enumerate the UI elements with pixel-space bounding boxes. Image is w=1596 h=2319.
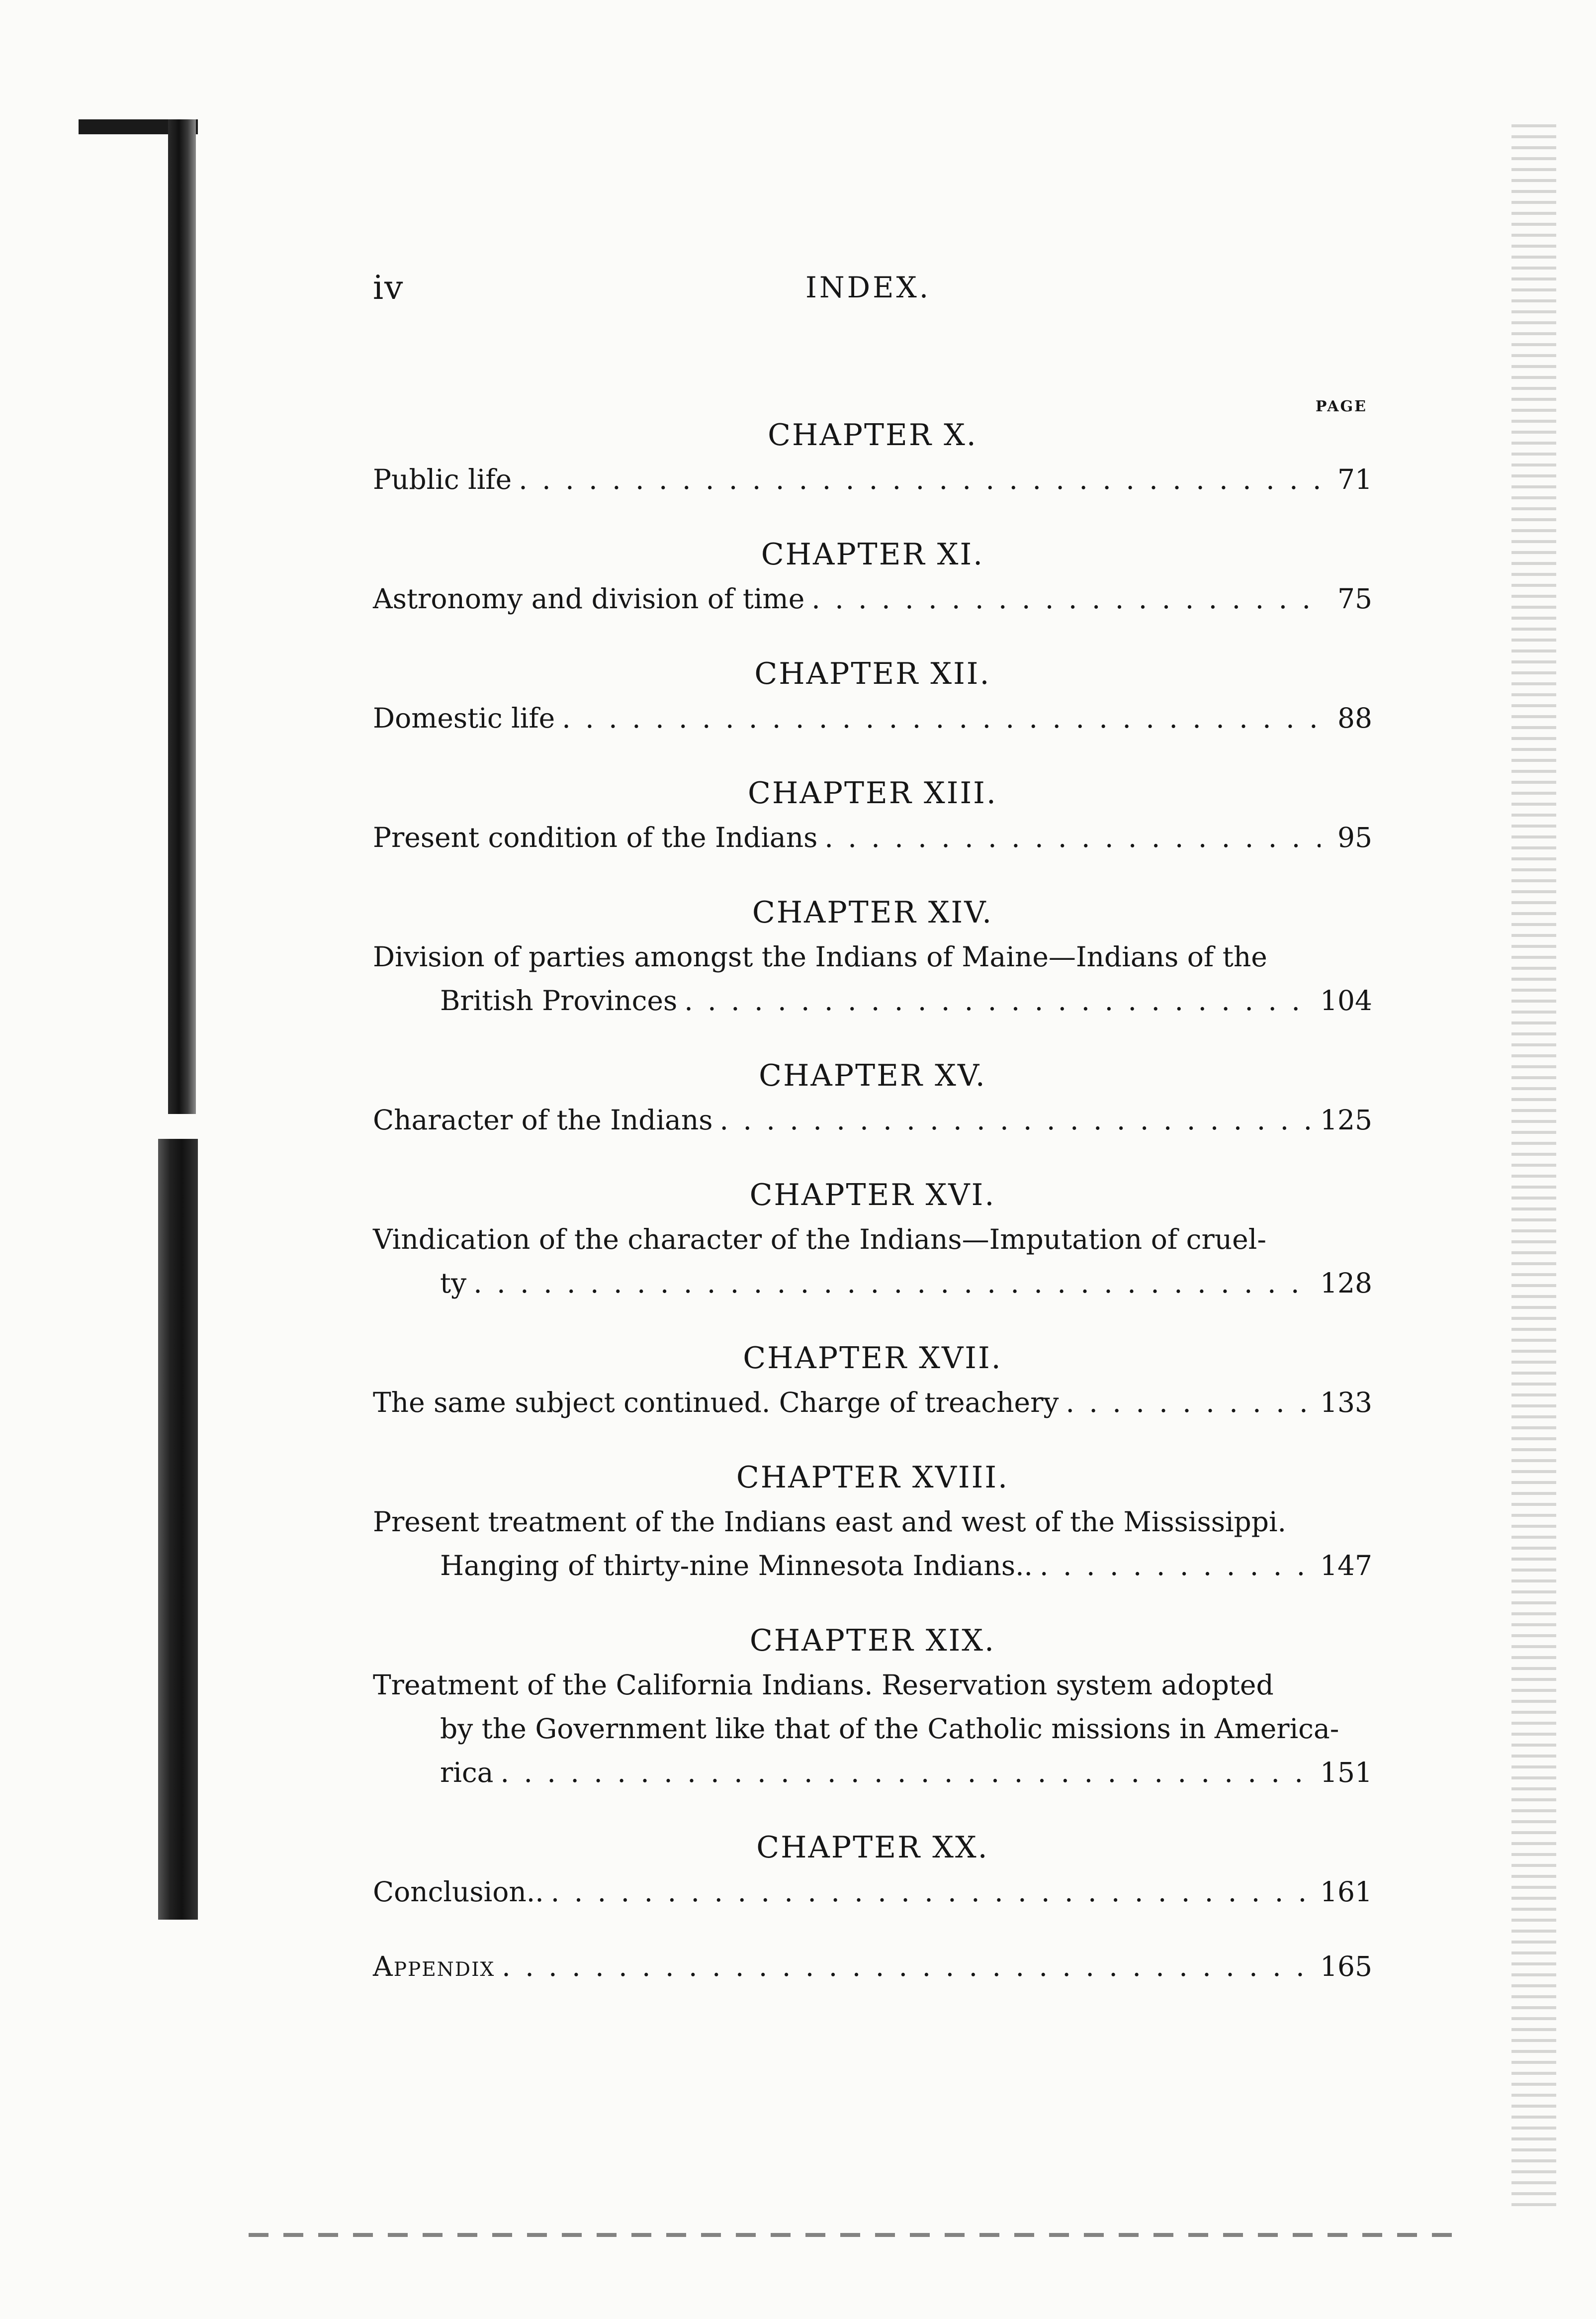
page-number: 161 <box>1320 1876 1372 1908</box>
dot-leader <box>720 1098 1314 1142</box>
chapter-heading: CHAPTER XV. <box>759 1058 986 1093</box>
running-head <box>373 269 1367 308</box>
page-column-label: PAGE <box>1315 398 1367 415</box>
toc-line <box>373 1261 1372 1305</box>
toc-line <box>373 1098 1372 1142</box>
appendix-line <box>373 1945 1372 1988</box>
toc-entry <box>373 890 1372 1022</box>
chapter-heading: CHAPTER XVII. <box>743 1341 1002 1376</box>
toc-entry <box>373 1336 1372 1424</box>
scan-binding-shadow <box>158 119 198 1920</box>
entry-gap <box>373 1022 1372 1053</box>
toc-line <box>373 1870 1372 1914</box>
entry-title: ty <box>440 1267 467 1299</box>
page-number: 133 <box>1320 1387 1372 1418</box>
dot-leader <box>824 816 1321 859</box>
entry-title: Astronomy and division of time <box>373 583 805 615</box>
toc-entry <box>373 532 1372 621</box>
page-number: 71 <box>1337 464 1372 495</box>
chapter-heading: CHAPTER X. <box>768 418 977 453</box>
entry-gap <box>373 1142 1372 1173</box>
toc-line <box>373 816 1372 859</box>
page-number: 147 <box>1320 1550 1372 1581</box>
entry-title: by the Government like that of the Catholic missions in America- <box>440 1713 1339 1745</box>
toc-entry <box>373 651 1372 740</box>
dot-leader <box>519 458 1321 501</box>
chapter-heading: CHAPTER XVI. <box>749 1178 996 1212</box>
chapter-heading: CHAPTER XI. <box>761 537 984 572</box>
entry-title: Conclusion.. <box>373 1876 544 1908</box>
chapter-heading: CHAPTER XIII. <box>748 776 997 811</box>
dot-leader <box>684 979 1313 1022</box>
scan-right-edge <box>1511 124 1556 2213</box>
toc-line <box>373 696 1372 740</box>
entry-title: Hanging of thirty-nine Minnesota Indians.. <box>440 1550 1033 1581</box>
toc-entry <box>373 1825 1372 1914</box>
entry-gap <box>373 501 1372 532</box>
toc-line <box>373 577 1372 621</box>
entry-title: Present condition of the Indians <box>373 822 818 853</box>
page-folio: iv <box>373 269 404 307</box>
toc-line <box>373 458 1372 501</box>
toc-entry <box>373 1618 1372 1794</box>
chapter-heading: CHAPTER XVIII. <box>736 1460 1009 1495</box>
page-number: 95 <box>1337 822 1372 853</box>
entry-title: The same subject continued. Charge of treachery <box>373 1387 1059 1418</box>
dot-leader <box>502 1945 1313 1988</box>
entry-gap <box>373 1305 1372 1336</box>
dot-leader <box>500 1751 1313 1794</box>
entry-gap <box>373 859 1372 890</box>
toc-entry <box>373 413 1372 501</box>
entry-title: Domestic life <box>373 702 555 734</box>
dot-leader <box>811 577 1321 621</box>
entry-gap <box>373 1587 1372 1618</box>
page-number: 165 <box>1320 1950 1372 1982</box>
entry-title: Public life <box>373 464 512 495</box>
chapter-heading: CHAPTER XIV. <box>752 895 993 930</box>
entry-title: Vindication of the character of the Indians—Imputation of cruel- <box>373 1223 1266 1255</box>
dot-leader <box>1040 1544 1313 1587</box>
toc-line <box>373 1381 1372 1424</box>
toc-entry <box>373 1053 1372 1142</box>
entry-title: rica <box>440 1757 494 1788</box>
toc-line <box>373 1751 1372 1794</box>
dot-leader <box>1065 1381 1313 1424</box>
toc-entry <box>373 771 1372 859</box>
entry-gap <box>373 1424 1372 1455</box>
dot-leader <box>562 696 1321 740</box>
entry-title: Present treatment of the Indians east and west of the Mississippi. <box>373 1506 1287 1538</box>
entry-gap <box>373 740 1372 771</box>
page-title: INDEX. <box>805 271 931 304</box>
dot-leader <box>551 1870 1313 1914</box>
entry-title: Treatment of the California Indians. Reservation system adopted <box>373 1669 1274 1701</box>
page-number: 128 <box>1320 1267 1372 1299</box>
chapter-heading: CHAPTER XII. <box>754 656 991 691</box>
chapter-heading: CHAPTER XX. <box>756 1830 989 1865</box>
entry-gap <box>373 1914 1372 1945</box>
dot-leader <box>473 1261 1313 1305</box>
toc-line <box>373 979 1372 1022</box>
chapter-heading: CHAPTER XIX. <box>749 1623 996 1658</box>
entry-title: Character of the Indians <box>373 1104 713 1136</box>
page-number: 125 <box>1320 1104 1372 1136</box>
toc-entry <box>373 1455 1372 1587</box>
entry-title: British Provinces <box>440 985 678 1017</box>
appendix-title: Appendix <box>373 1950 495 1982</box>
page-number: 151 <box>1320 1757 1372 1788</box>
toc-line <box>373 1544 1372 1587</box>
table-of-contents <box>373 413 1372 1988</box>
page-number: 104 <box>1320 985 1372 1017</box>
entry-gap <box>373 1794 1372 1825</box>
page-number: 88 <box>1337 702 1372 734</box>
entry-gap <box>373 621 1372 651</box>
scan-bottom-edge <box>249 2233 1467 2237</box>
toc-entry <box>373 1173 1372 1305</box>
page-number: 75 <box>1337 583 1372 615</box>
entry-title: Division of parties amongst the Indians of Maine—Indians of the <box>373 941 1267 973</box>
